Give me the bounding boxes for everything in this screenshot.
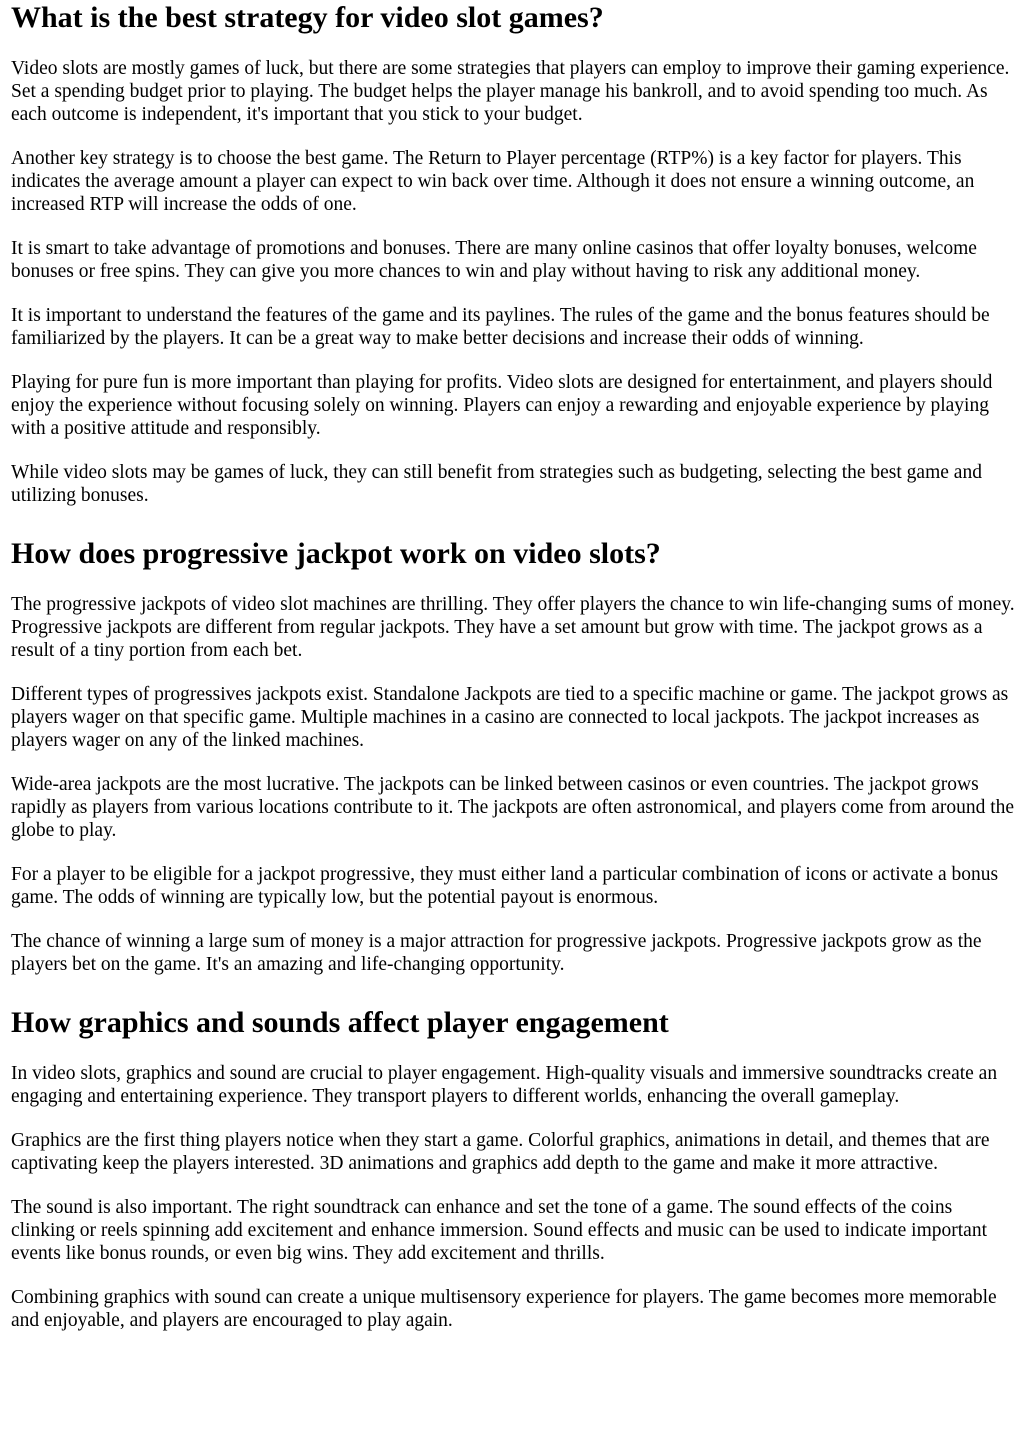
section-body xyxy=(11,593,1015,976)
section-body xyxy=(11,57,1015,507)
section-heading: What is the best strategy for video slot games? xyxy=(11,1,604,34)
section-progressive-jackpot xyxy=(11,536,1015,976)
section-video-slot-strategy xyxy=(11,0,1015,507)
paragraph: Video slots are mostly games of luck, but there are some strategies that players can employ to improve their gaming experience. Set a spending budget prior to playing. The budget helps the player manage his bankroll, and to avoid spending too much. As each outcome is independent, it's important that you stick to your budget. xyxy=(11,58,1010,125)
paragraph: The chance of winning a large sum of money is a major attraction for progressive jackpots. Progressive jackpots grow as the players bet on the game. It's an amazing and life-changing opportunity. xyxy=(11,931,982,975)
paragraph: For a player to be eligible for a jackpot progressive, they must either land a particular combination of icons or activate a bonus game. The odds of winning are typically low, but the potential payout is enormous. xyxy=(11,864,999,908)
paragraph: Graphics are the first thing players notice when they start a game. Colorful graphics, animations in detail, and themes that are captivating keep the players interested. 3D animations and graphics add depth to the game and make it more attractive. xyxy=(11,1130,990,1174)
paragraph: It is important to understand the features of the game and its paylines. The rules of the game and the bonus features should be familiarized by the players. It can be a great way to make better decisions and increase their odds of winning. xyxy=(11,305,990,349)
paragraph: Different types of progressives jackpots exist. Standalone Jackpots are tied to a specific machine or game. The jackpot grows as players wager on that specific game. Multiple machines in a casino are connected to local jackpots. The jackpot increases as players wager on any of the linked machines. xyxy=(11,684,1009,751)
section-body xyxy=(11,1062,1015,1332)
paragraph: Another key strategy is to choose the best game. The Return to Player percentage (RTP%) is a key factor for players. This indicates the average amount a player can expect to win back over time. Although it does not ensure a winning outcome, an increased RTP will increase the odds of one. xyxy=(11,148,975,215)
paragraph: In video slots, graphics and sound are crucial to player engagement. High-quality visuals and immersive soundtracks create an engaging and entertaining experience. They transport players to different worlds, enhancing the overall gameplay. xyxy=(11,1063,998,1107)
paragraph: Wide-area jackpots are the most lucrative. The jackpots can be linked between casinos or even countries. The jackpot grows rapidly as players from various locations contribute to it. The jackpots are often astronomical, and players come from around the globe to play. xyxy=(11,774,1015,841)
paragraph: The sound is also important. The right soundtrack can enhance and set the tone of a game. The sound effects of the coins clinking or reels spinning add excitement and enhance immersion. Sound effects and music can be used to indicate important events like bonus rounds, or even big wins. They add excitement and thrills. xyxy=(11,1197,987,1264)
paragraph: It is smart to take advantage of promotions and bonuses. There are many online casinos that offer loyalty bonuses, welcome bonuses or free spins. They can give you more chances to win and play without having to risk any additional money. xyxy=(11,238,977,282)
paragraph: Playing for pure fun is more important than playing for profits. Video slots are designed for entertainment, and players should enjoy the experience without focusing solely on winning. Players can enjoy a rewarding and enjoyable experience by playing with a positive attitude and responsibly. xyxy=(11,372,993,439)
paragraph: Combining graphics with sound can create a unique multisensory experience for players. The game becomes more memorable and enjoyable, and players are encouraged to play again. xyxy=(11,1287,997,1331)
section-heading: How graphics and sounds affect player engagement xyxy=(11,1006,669,1039)
section-graphics-and-sound xyxy=(11,1005,1015,1332)
paragraph: The progressive jackpots of video slot machines are thrilling. They offer players the chance to win life-changing sums of money. Progressive jackpots are different from regular jackpots. They have a set amount but grow with time. The jackpot grows as a result of a tiny portion from each bet. xyxy=(11,594,1015,661)
paragraph: While video slots may be games of luck, they can still benefit from strategies such as budgeting, selecting the best game and utilizing bonuses. xyxy=(11,462,982,506)
section-heading: How does progressive jackpot work on video slots? xyxy=(11,537,661,570)
